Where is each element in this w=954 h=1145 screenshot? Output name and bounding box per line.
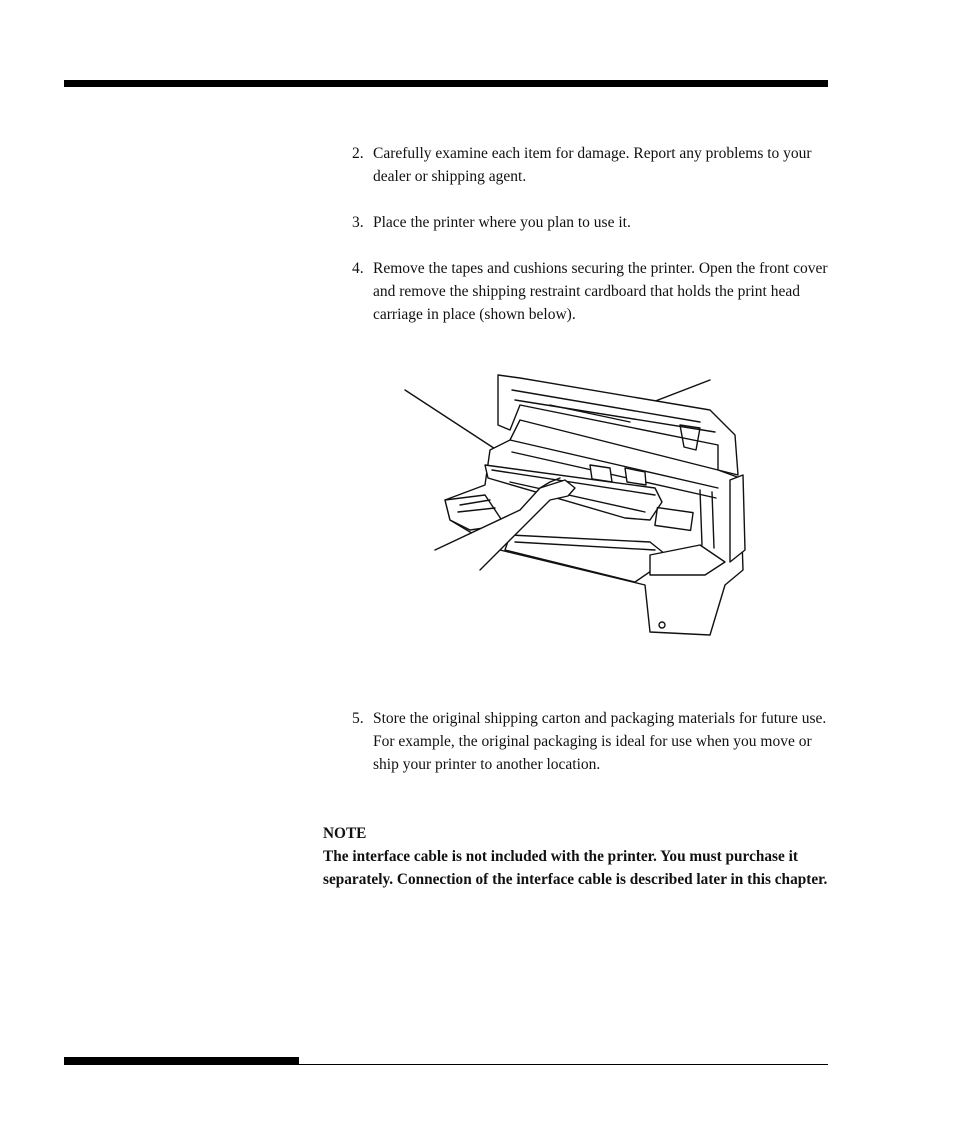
- step-5: [352, 707, 832, 776]
- step-2: [352, 142, 832, 188]
- step-number: 3.: [352, 214, 364, 231]
- step-text: Carefully examine each item for damage. Report any problems to your dealer or shipping agent.: [373, 145, 812, 185]
- step-text: Place the printer where you plan to use it.: [373, 214, 631, 231]
- printer-illustration: [400, 370, 750, 645]
- step-text: Store the original shipping carton and packaging materials for future use. For example, the original packaging is ideal for use when you move or ship your printer to another location.: [373, 710, 827, 773]
- note-block: [323, 822, 833, 891]
- bottom-rule-thick: [64, 1057, 299, 1065]
- step-number: 5.: [352, 710, 364, 727]
- step-number: 2.: [352, 145, 364, 162]
- top-rule: [64, 80, 828, 87]
- step-text: Remove the tapes and cushions securing the printer. Open the front cover and remove the shipping restraint cardboard that holds the print head carriage in place (shown below).: [373, 260, 828, 323]
- step-4: [352, 257, 832, 326]
- step-3: [352, 211, 832, 234]
- bottom-rule-thin: [299, 1064, 828, 1065]
- note-heading: NOTE: [323, 825, 367, 842]
- step-number: 4.: [352, 260, 364, 277]
- note-body: The interface cable is not included with the printer. You must purchase it separately. Connection of the interface cable is described later in this chapter.: [323, 848, 828, 888]
